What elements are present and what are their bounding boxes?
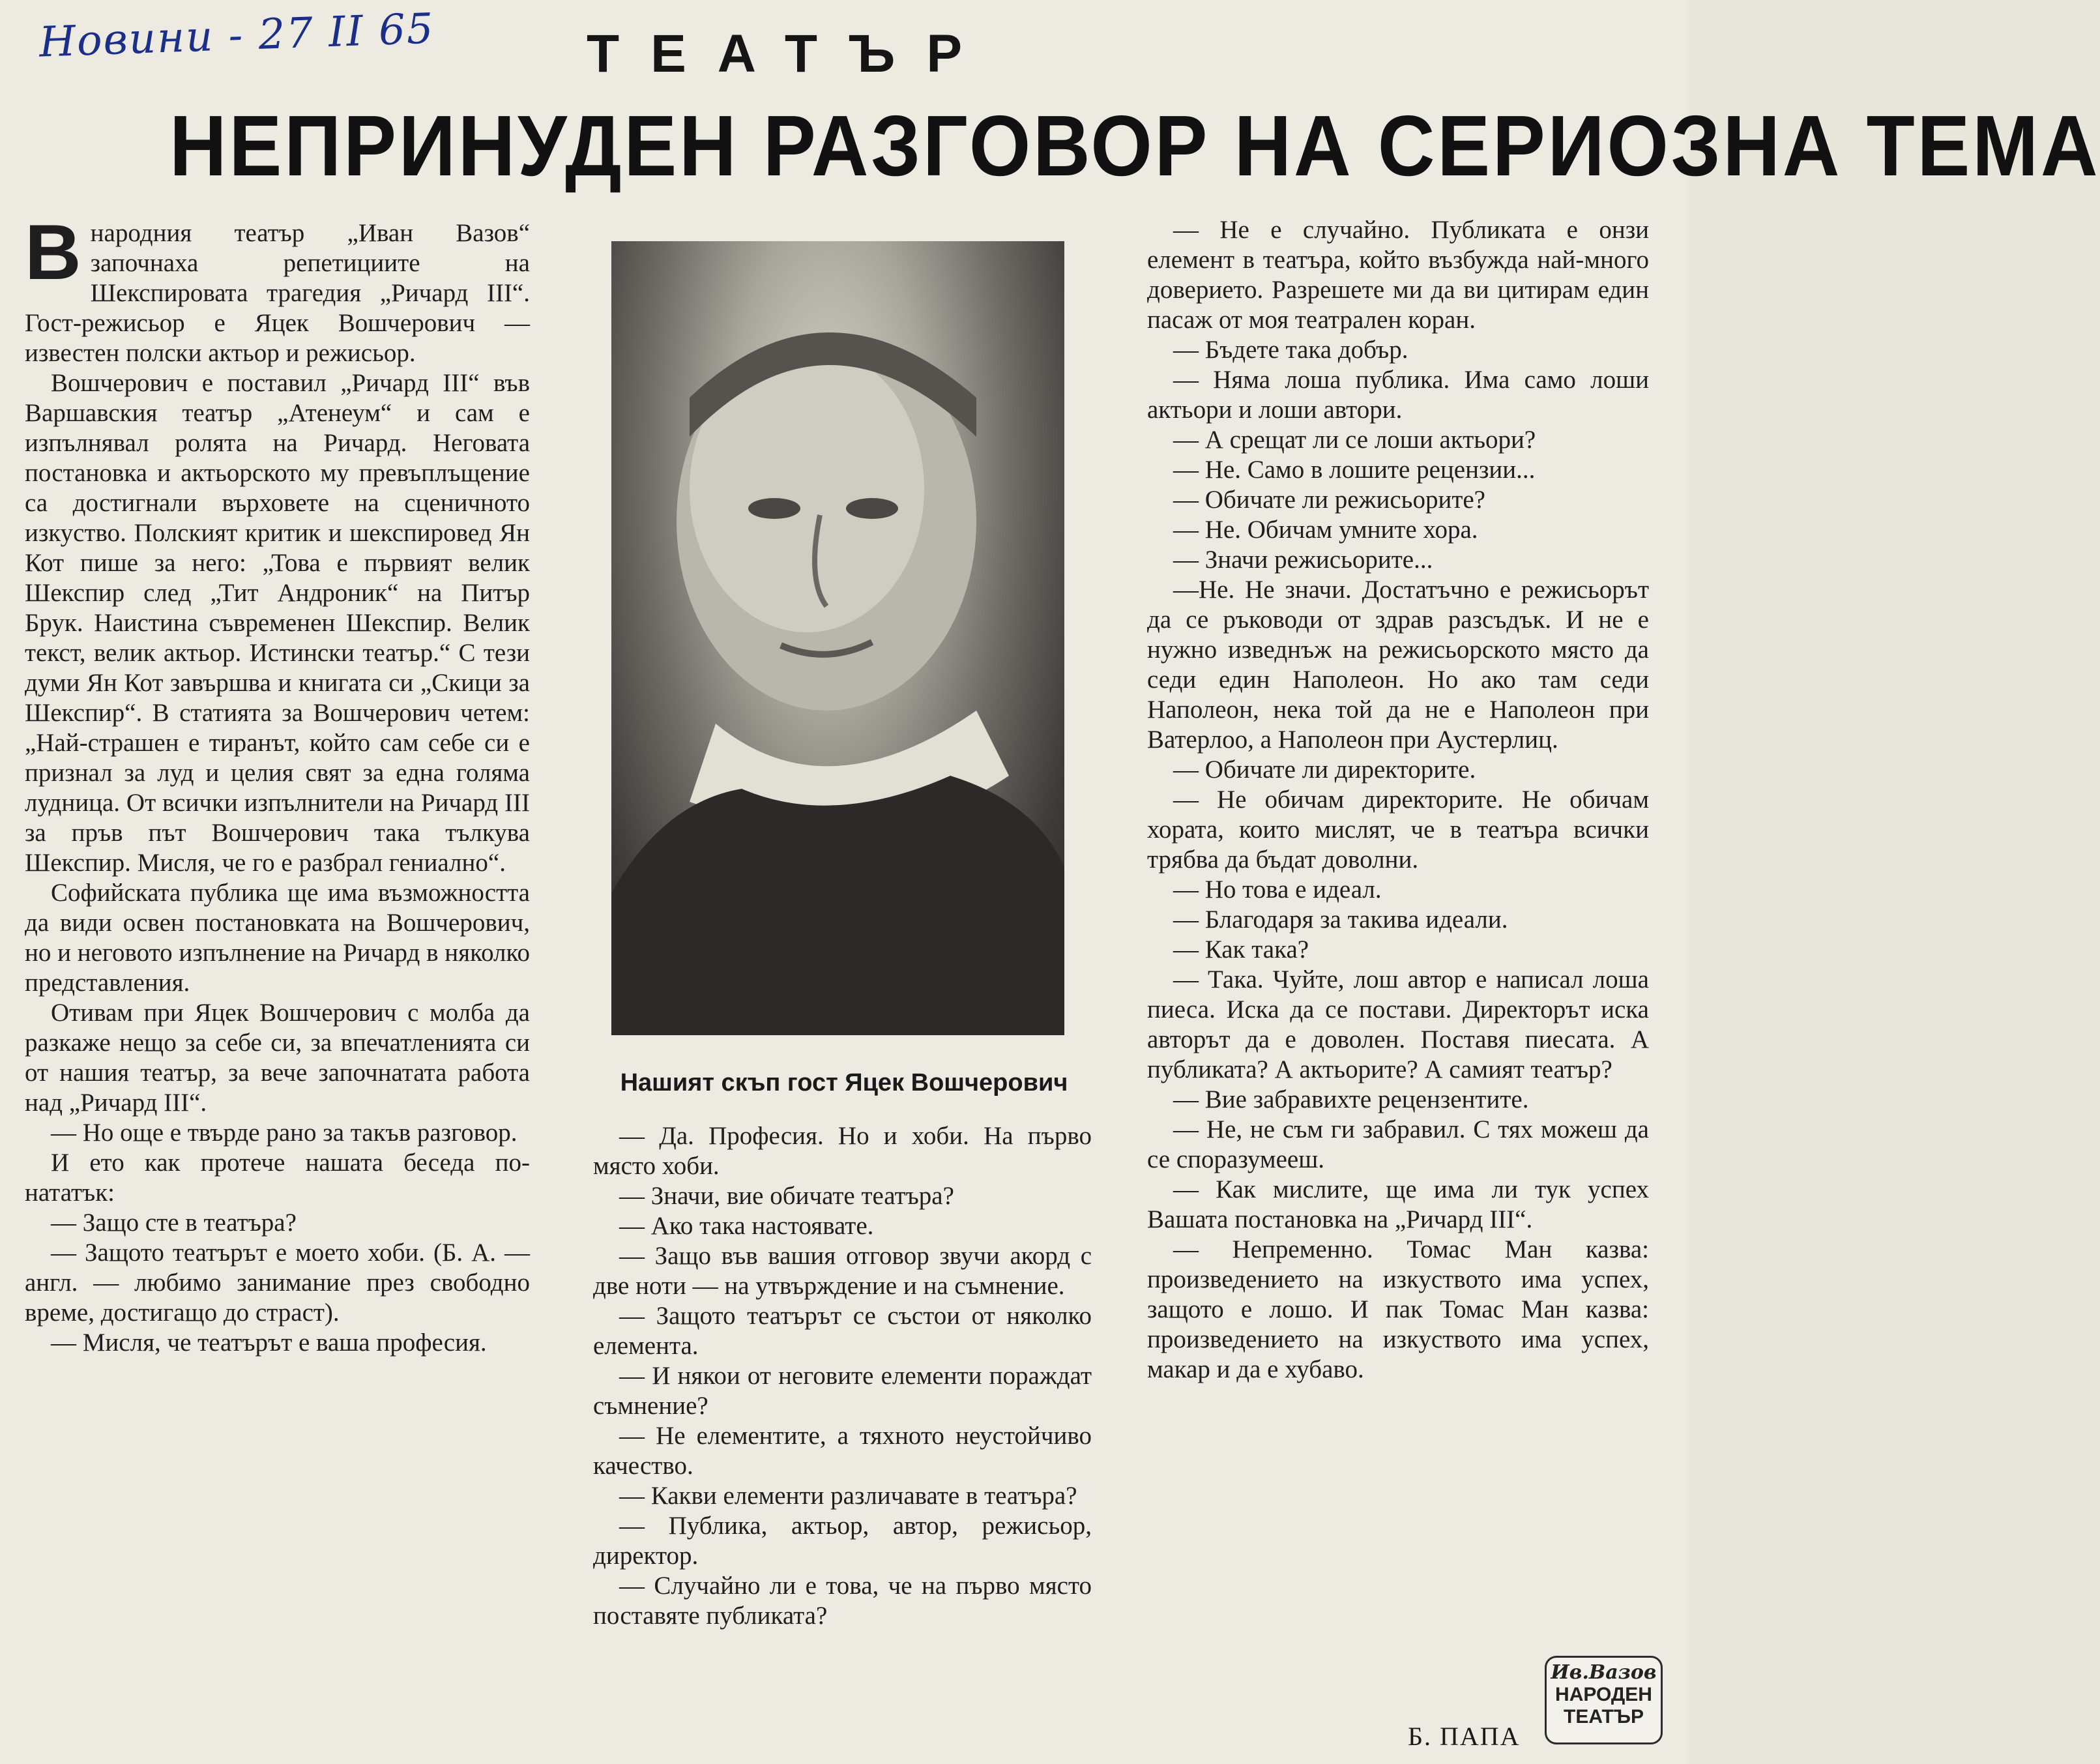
stamp-line-1: НАРОДЕН (1555, 1684, 1652, 1705)
paragraph: — Не. Обичам умните хора. (1173, 516, 1478, 544)
headline: НЕПРИНУДЕН РАЗГОВОР НА СЕРИОЗНА ТЕМА (169, 98, 2100, 194)
author-signature: Б. ПАПА (1408, 1722, 1521, 1751)
photo-caption: Нашият скъп гост Яцек Вошчерович (620, 1069, 1068, 1096)
article-column-2 (593, 1121, 1092, 1631)
paragraph: — Да. Професия. Но и хоби. На първо място хоби. (593, 1122, 1092, 1180)
paragraph: — Няма лоша публика. Има само лоши актьори и лоши автори. (1147, 366, 1649, 424)
stamp-logo: Ив.Вазов (1551, 1661, 1657, 1684)
paragraph: — Но това е идеал. (1173, 875, 1382, 904)
paragraph: — Защо сте в театъра? (51, 1209, 297, 1237)
paragraph: — Благодаря за такива идеали. (1173, 905, 1508, 933)
paragraph: — Не. Само в лошите рецензии... (1173, 456, 1536, 484)
paragraph: — Непременно. Томас Ман казва: произведението на изкуството има успех, защото е лошо. И пак Томас Ман казва: произведението на изкуството има успех, макар и да е хубаво. (1147, 1235, 1649, 1383)
paragraph: — Значи режисьорите... (1173, 546, 1433, 574)
paragraph: И ето как протече нашата беседа по-нататък: (25, 1149, 530, 1207)
paragraph: — Случайно ли е това, че на първо място поставяте публиката? (593, 1572, 1092, 1630)
paragraph: Вошчерович е поставил „Ричард III“ във Варшавския театър „Атенеум“ и сам е изпълнявал ролята на Ричард. Неговата постановка и актьорското му превъплъщение са достигнали върховете на сценичното изкуство. Полският критик и шекспировед Ян Кот пише за него: „Това е първият велик Шекспир след „Тит Андроник“ на Питър Брук. Наистина съвременен Шекспир. Велик текст, велик актьор. Истински театър.“ С тези думи Ян Кот завършва и книгата си „Скици за Шекспир“. В статията за Вошчерович четем: „Най-страшен е тиранът, който сам себе си е признал за луд и целия свят за една голяма лудница. От всички изпълнители на Ричард III за пръв път Вошчерович така тълкува Шекспир. Мисля, че го е разбрал гениално“. (25, 369, 530, 877)
paragraph: Софийската публика ще има възможността да види освен постановката на Вошчерович, но и неговото изпълнение на Ричард в няколко представления. (25, 879, 530, 997)
paragraph: — А срещат ли се лоши актьори? (1173, 426, 1536, 454)
portrait-illustration (611, 241, 1064, 1035)
paragraph: — Защото театърът е моето хоби. (Б. А. — англ. — любимо занимание през свободно време, достигащо до страст). (25, 1239, 530, 1327)
article-column-1 (25, 209, 530, 1358)
paragraph: — Защото театърът се състои от няколко елемента. (593, 1302, 1092, 1360)
paragraph: — Защо във вашия отговор звучи акорд с две ноти — на утвърждение и на съмнение. (593, 1242, 1092, 1300)
portrait-photo (611, 241, 1064, 1035)
paragraph: — Публика, актьор, автор, режисьор, директор. (593, 1512, 1092, 1570)
paragraph: — Как така? (1173, 935, 1309, 963)
section-title: ТЕАТЪР (587, 24, 994, 83)
paragraph: — Не обичам директорите. Не обичам хората, които мислят, че в театъра всички трябва да бъдат доволни. (1147, 786, 1649, 874)
paragraph: — Така. Чуйте, лош автор е написал лоша пиеса. Иска да се постави. Директорът иска авторът да е доволен. Поставя пиесата. А публиката? А актьорите? А самият театър? (1147, 965, 1649, 1083)
paragraph: — Обичате ли режисьорите? (1173, 486, 1485, 514)
stamp-line-2: ТЕАТЪР (1564, 1706, 1644, 1727)
paragraph: — И някои от неговите елементи пораждат съмнение? (593, 1362, 1092, 1420)
paragraph: —Не. Не значи. Достатъчно е режисьорът да се ръководи от здрав разсъдък. И не е нужно изведнъж на режисьорското място да седи един Наполеон. Но ако там седи Наполеон, нека той да не е Наполеон при Ватерлоо, а Наполеон при Аустерлиц. (1147, 576, 1649, 754)
paragraph: — Ако така настоявате. (619, 1212, 874, 1240)
paragraph: — Не е случайно. Публиката е онзи елемент в театъра, който възбужда най-много доверието. Разрешете ми да ви цитирам един пасаж от моя театрален коран. (1147, 216, 1649, 334)
paragraph: — Не, не съм ги забравил. С тях можеш да се споразумееш. (1147, 1115, 1649, 1173)
paragraph: — Обичате ли директорите. (1173, 756, 1476, 784)
paragraph: — Но още е твърде рано за такъв разговор. (51, 1119, 518, 1147)
paragraph: народния театър „Иван Вазов“ започнаха репетициите на Шекспировата трагедия „Ричард III“. Гост-режисьор е Яцек Вошчерович — известен полски актьор и режисьор. (25, 219, 530, 367)
paragraph: — Вие забравихте рецензентите. (1173, 1085, 1529, 1113)
handwritten-date-note: Новини - 27 II 65 (38, 5, 435, 67)
paragraph: — Мисля, че театърът е ваша професия. (51, 1329, 487, 1357)
paragraph: Отивам при Яцек Вошчерович с молба да разкаже нещо за себе си, за впечатленията си от нашия театър, за вече започнатата работа над „Ричард III“. (25, 999, 530, 1117)
article-column-3 (1147, 215, 1649, 1385)
paragraph: — Как мислите, ще има ли тук успех Вашата постановка на „Ричард III“. (1147, 1175, 1649, 1233)
drop-cap: В (25, 209, 81, 296)
paragraph: — Значи, вие обичате театъра? (619, 1182, 954, 1210)
paragraph: — Какви елементи различавате в театъра? (619, 1482, 1077, 1510)
paragraph: — Бъдете така добър. (1173, 336, 1408, 364)
theatre-stamp (1545, 1656, 1663, 1744)
paragraph: — Не елементите, а тяхното неустойчиво качество. (593, 1422, 1092, 1480)
